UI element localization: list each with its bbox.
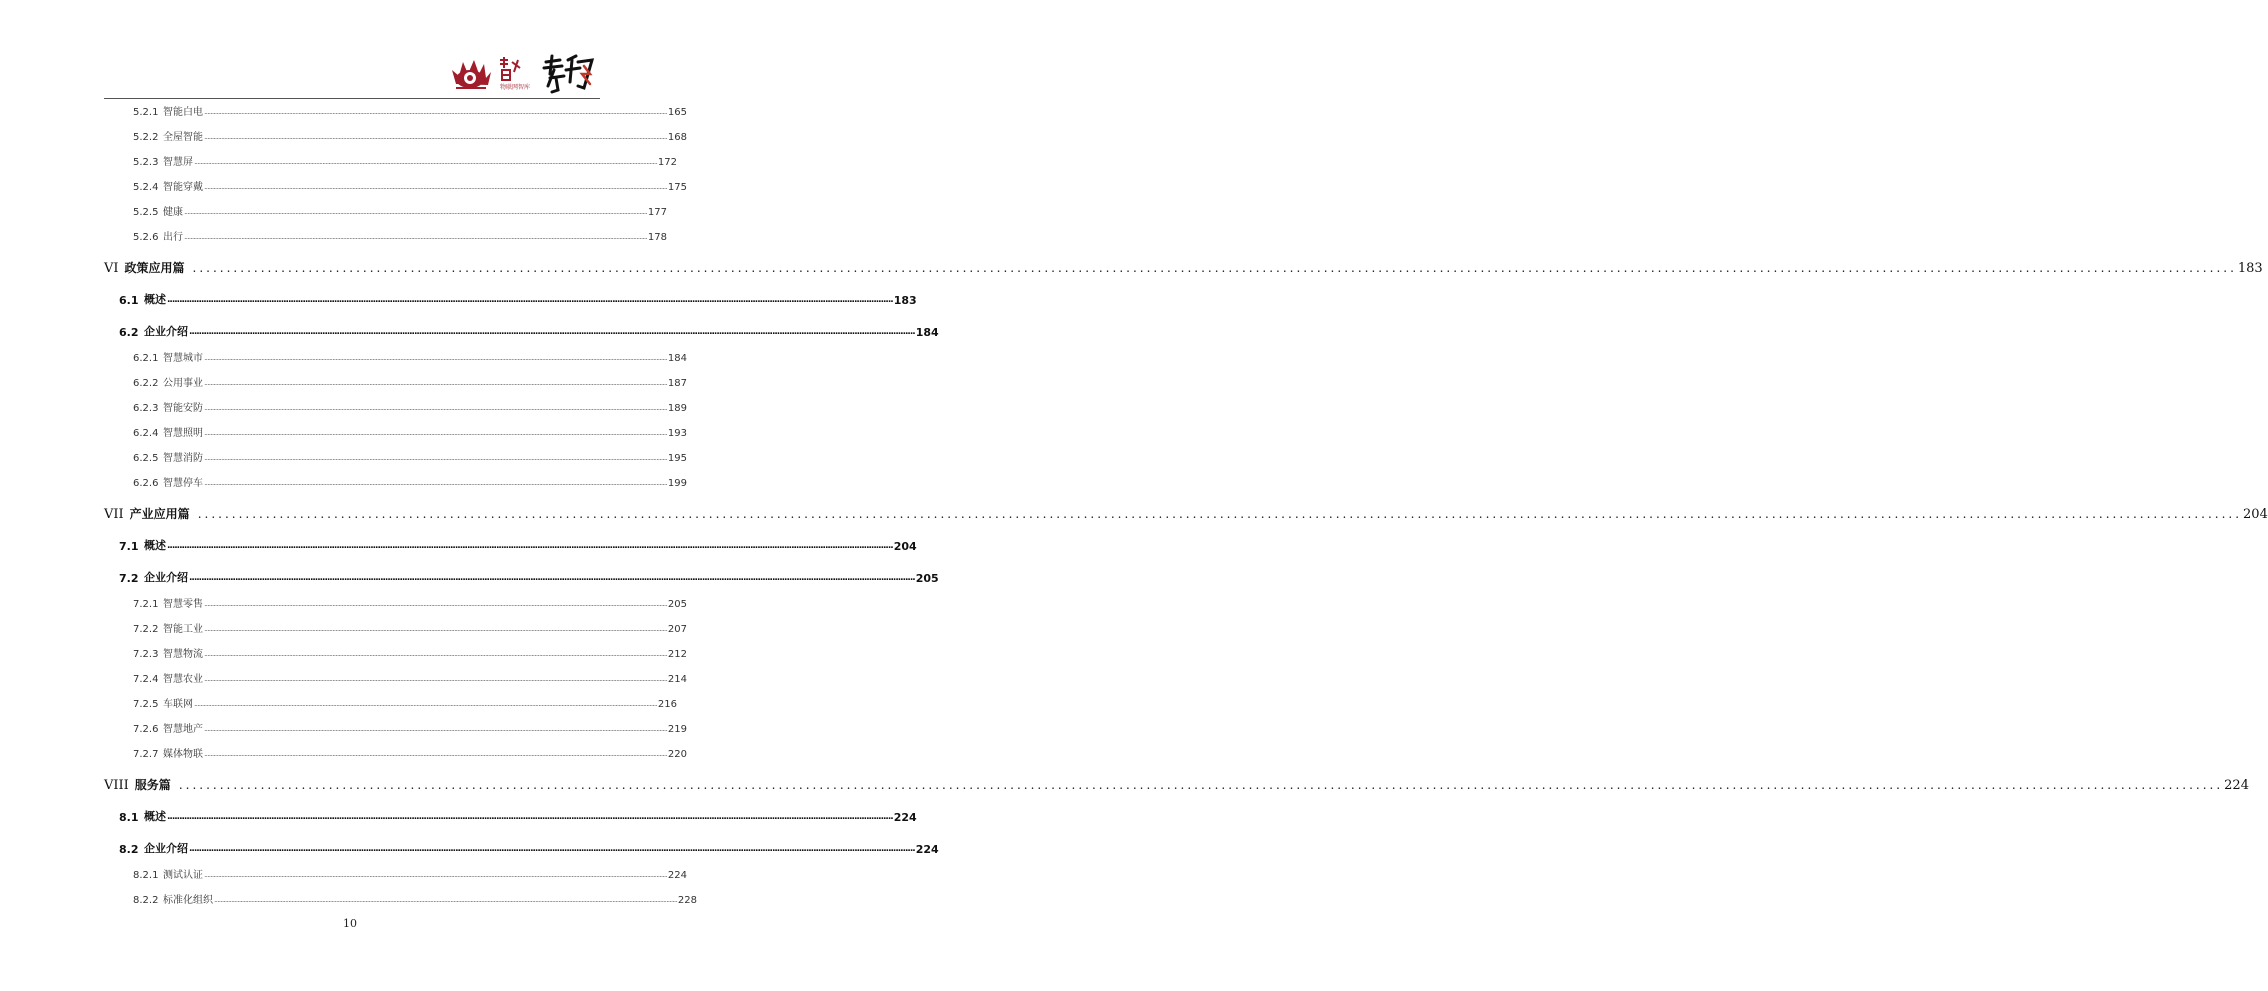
toc-entry[interactable] [133, 647, 687, 660]
toc-entry-number: 6.2.5 [133, 452, 159, 464]
toc-entry[interactable] [119, 571, 939, 585]
toc-dot-leader: ............................................................................................................................................................................................................................................................................................................ [167, 541, 893, 551]
toc-entry[interactable] [119, 842, 939, 856]
toc-entry[interactable] [104, 260, 2263, 276]
toc-entry[interactable] [119, 539, 917, 553]
toc-entry-page: 184 [667, 352, 687, 364]
toc-entry[interactable] [133, 180, 687, 193]
toc-dot-leader: ............................................................................................................................................................................................................................................................................................................ [204, 748, 667, 758]
page-header [0, 0, 700, 100]
toc-entry[interactable] [133, 893, 697, 906]
toc-entry-title: 智能白电 [163, 106, 203, 118]
toc-entry-page: 204 [2243, 507, 2268, 522]
toc-dot-leader: ............................................................................................................................................................................................................................................................................................................ [204, 869, 667, 879]
toc-entry-title: 智慧照明 [163, 427, 203, 439]
toc-entry-number: 7.1 [119, 540, 139, 553]
toc-dot-leader: ............................................................................................................................................................................................................................................................................................................ [204, 181, 667, 191]
toc-entry-title: 企业介绍 [144, 842, 188, 855]
toc-entry-title: 媒体物联 [163, 748, 203, 760]
toc-entry-page: 224 [2224, 778, 2249, 793]
toc-entry-number: 6.2.6 [133, 477, 159, 489]
toc-dot-leader: ............................................................................................................................................................................................................................................................................................................ [204, 452, 667, 462]
toc-entry[interactable] [133, 597, 687, 610]
toc-entry-page: 187 [667, 377, 687, 389]
toc-entry[interactable] [133, 697, 677, 710]
toc-dot-leader: ............................................................................................................................................................................................................................................................................................................ [214, 894, 677, 904]
toc-entry[interactable] [133, 130, 687, 143]
toc-entry-title: 智慧零售 [163, 598, 203, 610]
toc-entry-number: 7.2.5 [133, 698, 159, 710]
toc-dot-leader: ............................................................................................................................................................................................................................................................................................................ [192, 261, 2237, 275]
toc-entry-title: 车联网 [163, 698, 193, 710]
toc-entry[interactable] [133, 105, 687, 118]
toc-entry-title: 智慧物流 [163, 648, 203, 660]
toc-dot-leader: ............................................................................................................................................................................................................................................................................................................ [204, 377, 667, 387]
toc-entry-number: 6.1 [119, 294, 139, 307]
toc-entry-number: 5.2.5 [133, 206, 159, 218]
toc-entry-page: 216 [657, 698, 677, 710]
toc-entry[interactable] [133, 155, 677, 168]
toc-entry-title: 概述 [144, 293, 166, 306]
toc-entry-number: VIII [104, 778, 129, 793]
toc-entry-number: 5.2.1 [133, 106, 159, 118]
toc-dot-leader: ............................................................................................................................................................................................................................................................................................................ [197, 507, 2243, 521]
toc-entry-page: 183 [2237, 261, 2263, 276]
toc-entry-page: 212 [667, 648, 687, 660]
toc-entry-title: 健康 [163, 206, 183, 218]
toc-entry-page: 204 [893, 540, 917, 553]
toc-entry[interactable] [133, 205, 667, 218]
toc-entry-title: 政策应用篇 [124, 261, 185, 275]
toc-entry-number: 5.2.2 [133, 131, 159, 143]
toc-dot-leader: ............................................................................................................................................................................................................................................................................................................ [204, 427, 667, 437]
toc-entry[interactable] [133, 451, 687, 464]
toc-dot-leader: ............................................................................................................................................................................................................................................................................................................ [204, 648, 667, 658]
toc-entry-page: 224 [893, 811, 917, 824]
toc-entry-number: 6.2 [119, 326, 139, 339]
toc-dot-leader: ............................................................................................................................................................................................................................................................................................................ [204, 477, 667, 487]
toc-entry[interactable] [119, 293, 917, 307]
toc-dot-leader: ............................................................................................................................................................................................................................................................................................................ [204, 106, 667, 116]
toc-entry-number: 6.2.4 [133, 427, 159, 439]
toc-dot-leader: ............................................................................................................................................................................................................................................................................................................ [194, 156, 657, 166]
toc-entry-title: 测试认证 [163, 869, 203, 881]
toc-entry-title: 智慧屏 [163, 156, 193, 168]
iot-think-tank-logo [448, 54, 540, 94]
toc-entry[interactable] [133, 376, 687, 389]
toc-entry-number: 8.1 [119, 811, 139, 824]
toc-entry-title: 智慧停车 [163, 477, 203, 489]
toc-entry-page: 224 [667, 869, 687, 881]
toc-dot-leader: ............................................................................................................................................................................................................................................................................................................ [194, 698, 657, 708]
toc-entry-title: 出行 [163, 231, 183, 243]
toc-dot-leader: ............................................................................................................................................................................................................................................................................................................ [204, 673, 667, 683]
toc-entry[interactable] [104, 506, 2268, 522]
toc-entry-number: 7.2.3 [133, 648, 159, 660]
toc-entry-number: 8.2.1 [133, 869, 159, 881]
toc-dot-leader: ............................................................................................................................................................................................................................................................................................................ [204, 623, 667, 633]
toc-dot-leader: ............................................................................................................................................................................................................................................................................................................ [204, 723, 667, 733]
toc-entry-title: 全屋智能 [163, 131, 203, 143]
toc-entry[interactable] [133, 476, 687, 489]
toc-entry-title: 产业应用篇 [129, 507, 190, 521]
toc-entry-title: 智慧农业 [163, 673, 203, 685]
toc-entry-number: 6.2.2 [133, 377, 159, 389]
toc-entry-number: VII [104, 507, 124, 522]
toc-entry-page: 172 [657, 156, 677, 168]
toc-entry-number: 6.2.1 [133, 352, 159, 364]
toc-dot-leader: ............................................................................................................................................................................................................................................................................................................ [184, 231, 647, 241]
toc-entry-title: 概述 [144, 539, 166, 552]
toc-entry-title: 智慧地产 [163, 723, 203, 735]
toc-entry[interactable] [133, 672, 687, 685]
toc-dot-leader: ............................................................................................................................................................................................................................................................................................................ [189, 573, 915, 583]
toc-entry[interactable] [133, 401, 687, 414]
toc-entry[interactable] [133, 351, 687, 364]
toc-dot-leader: ............................................................................................................................................................................................................................................................................................................ [184, 206, 647, 216]
toc-entry[interactable] [133, 747, 687, 760]
toc-entry-number: 7.2.7 [133, 748, 159, 760]
toc-entry-page: 183 [893, 294, 917, 307]
toc-entry-page: 177 [647, 206, 667, 218]
toc-entry-title: 公用事业 [163, 377, 203, 389]
toc-entry-page: 189 [667, 402, 687, 414]
toc-dot-leader: ............................................................................................................................................................................................................................................................................................................ [189, 327, 915, 337]
toc-entry[interactable] [133, 722, 687, 735]
toc-dot-leader: ............................................................................................................................................................................................................................................................................................................ [167, 812, 893, 822]
toc-entry-number: VI [104, 261, 119, 276]
toc-entry-number: 8.2 [119, 843, 139, 856]
toc-entry-page: 168 [667, 131, 687, 143]
toc-entry-page: 195 [667, 452, 687, 464]
toc-entry-title: 企业介绍 [144, 325, 188, 338]
toc-dot-leader: ............................................................................................................................................................................................................................................................................................................ [204, 402, 667, 412]
toc-entry[interactable] [104, 777, 2249, 793]
toc-entry-number: 7.2.6 [133, 723, 159, 735]
toc-entry-title: 服务篇 [134, 778, 171, 792]
toc-entry-number: 7.2.4 [133, 673, 159, 685]
toc-entry-page: 228 [677, 894, 697, 906]
toc-entry-title: 概述 [144, 810, 166, 823]
toc-entry-number: 5.2.4 [133, 181, 159, 193]
toc-entry[interactable] [133, 622, 687, 635]
toc-entry-title: 标准化组织 [163, 894, 213, 906]
toc-entry-number: 7.2.1 [133, 598, 159, 610]
toc-entry-number: 6.2.3 [133, 402, 159, 414]
toc-entry-page: 207 [667, 623, 687, 635]
toc-entry-page: 175 [667, 181, 687, 193]
toc-entry-title: 智能安防 [163, 402, 203, 414]
toc-dot-leader: ............................................................................................................................................................................................................................................................................................................ [167, 295, 893, 305]
toc-entry-title: 企业介绍 [144, 571, 188, 584]
toc-entry-page: 224 [915, 843, 939, 856]
page-number: 10 [343, 917, 357, 930]
toc-dot-leader: ............................................................................................................................................................................................................................................................................................................ [204, 131, 667, 141]
toc-entry-page: 199 [667, 477, 687, 489]
logo-caption: 物联网智库 [500, 84, 531, 91]
toc-entry-number: 7.2.2 [133, 623, 159, 635]
toc-entry[interactable] [119, 810, 917, 824]
header-rule [104, 98, 600, 99]
toc-entry-number: 8.2.2 [133, 894, 159, 906]
toc-entry-page: 205 [915, 572, 939, 585]
toc-entry-title: 智慧城市 [163, 352, 203, 364]
zhiwu-logo [540, 52, 600, 96]
toc-entry-number: 7.2 [119, 572, 139, 585]
toc-entry-number: 5.2.6 [133, 231, 159, 243]
toc-entry[interactable] [133, 230, 667, 243]
toc-dot-leader: ............................................................................................................................................................................................................................................................................................................ [204, 352, 667, 362]
toc-dot-leader: ............................................................................................................................................................................................................................................................................................................ [178, 778, 2224, 792]
toc-entry-page: 165 [667, 106, 687, 118]
toc-entry[interactable] [119, 325, 939, 339]
toc-entry-page: 219 [667, 723, 687, 735]
toc-entry[interactable] [133, 426, 687, 439]
toc-entry-page: 193 [667, 427, 687, 439]
toc-entry-page: 184 [915, 326, 939, 339]
toc-entry-title: 智慧消防 [163, 452, 203, 464]
toc-entry-title: 智能工业 [163, 623, 203, 635]
toc-entry-number: 5.2.3 [133, 156, 159, 168]
toc-entry-page: 220 [667, 748, 687, 760]
toc-entry[interactable] [133, 868, 687, 881]
toc-dot-leader: ............................................................................................................................................................................................................................................................................................................ [204, 598, 667, 608]
toc-dot-leader: ............................................................................................................................................................................................................................................................................................................ [189, 844, 915, 854]
toc-entry-page: 214 [667, 673, 687, 685]
toc-entry-page: 205 [667, 598, 687, 610]
toc-entry-page: 178 [647, 231, 667, 243]
toc-entry-title: 智能穿戴 [163, 181, 203, 193]
